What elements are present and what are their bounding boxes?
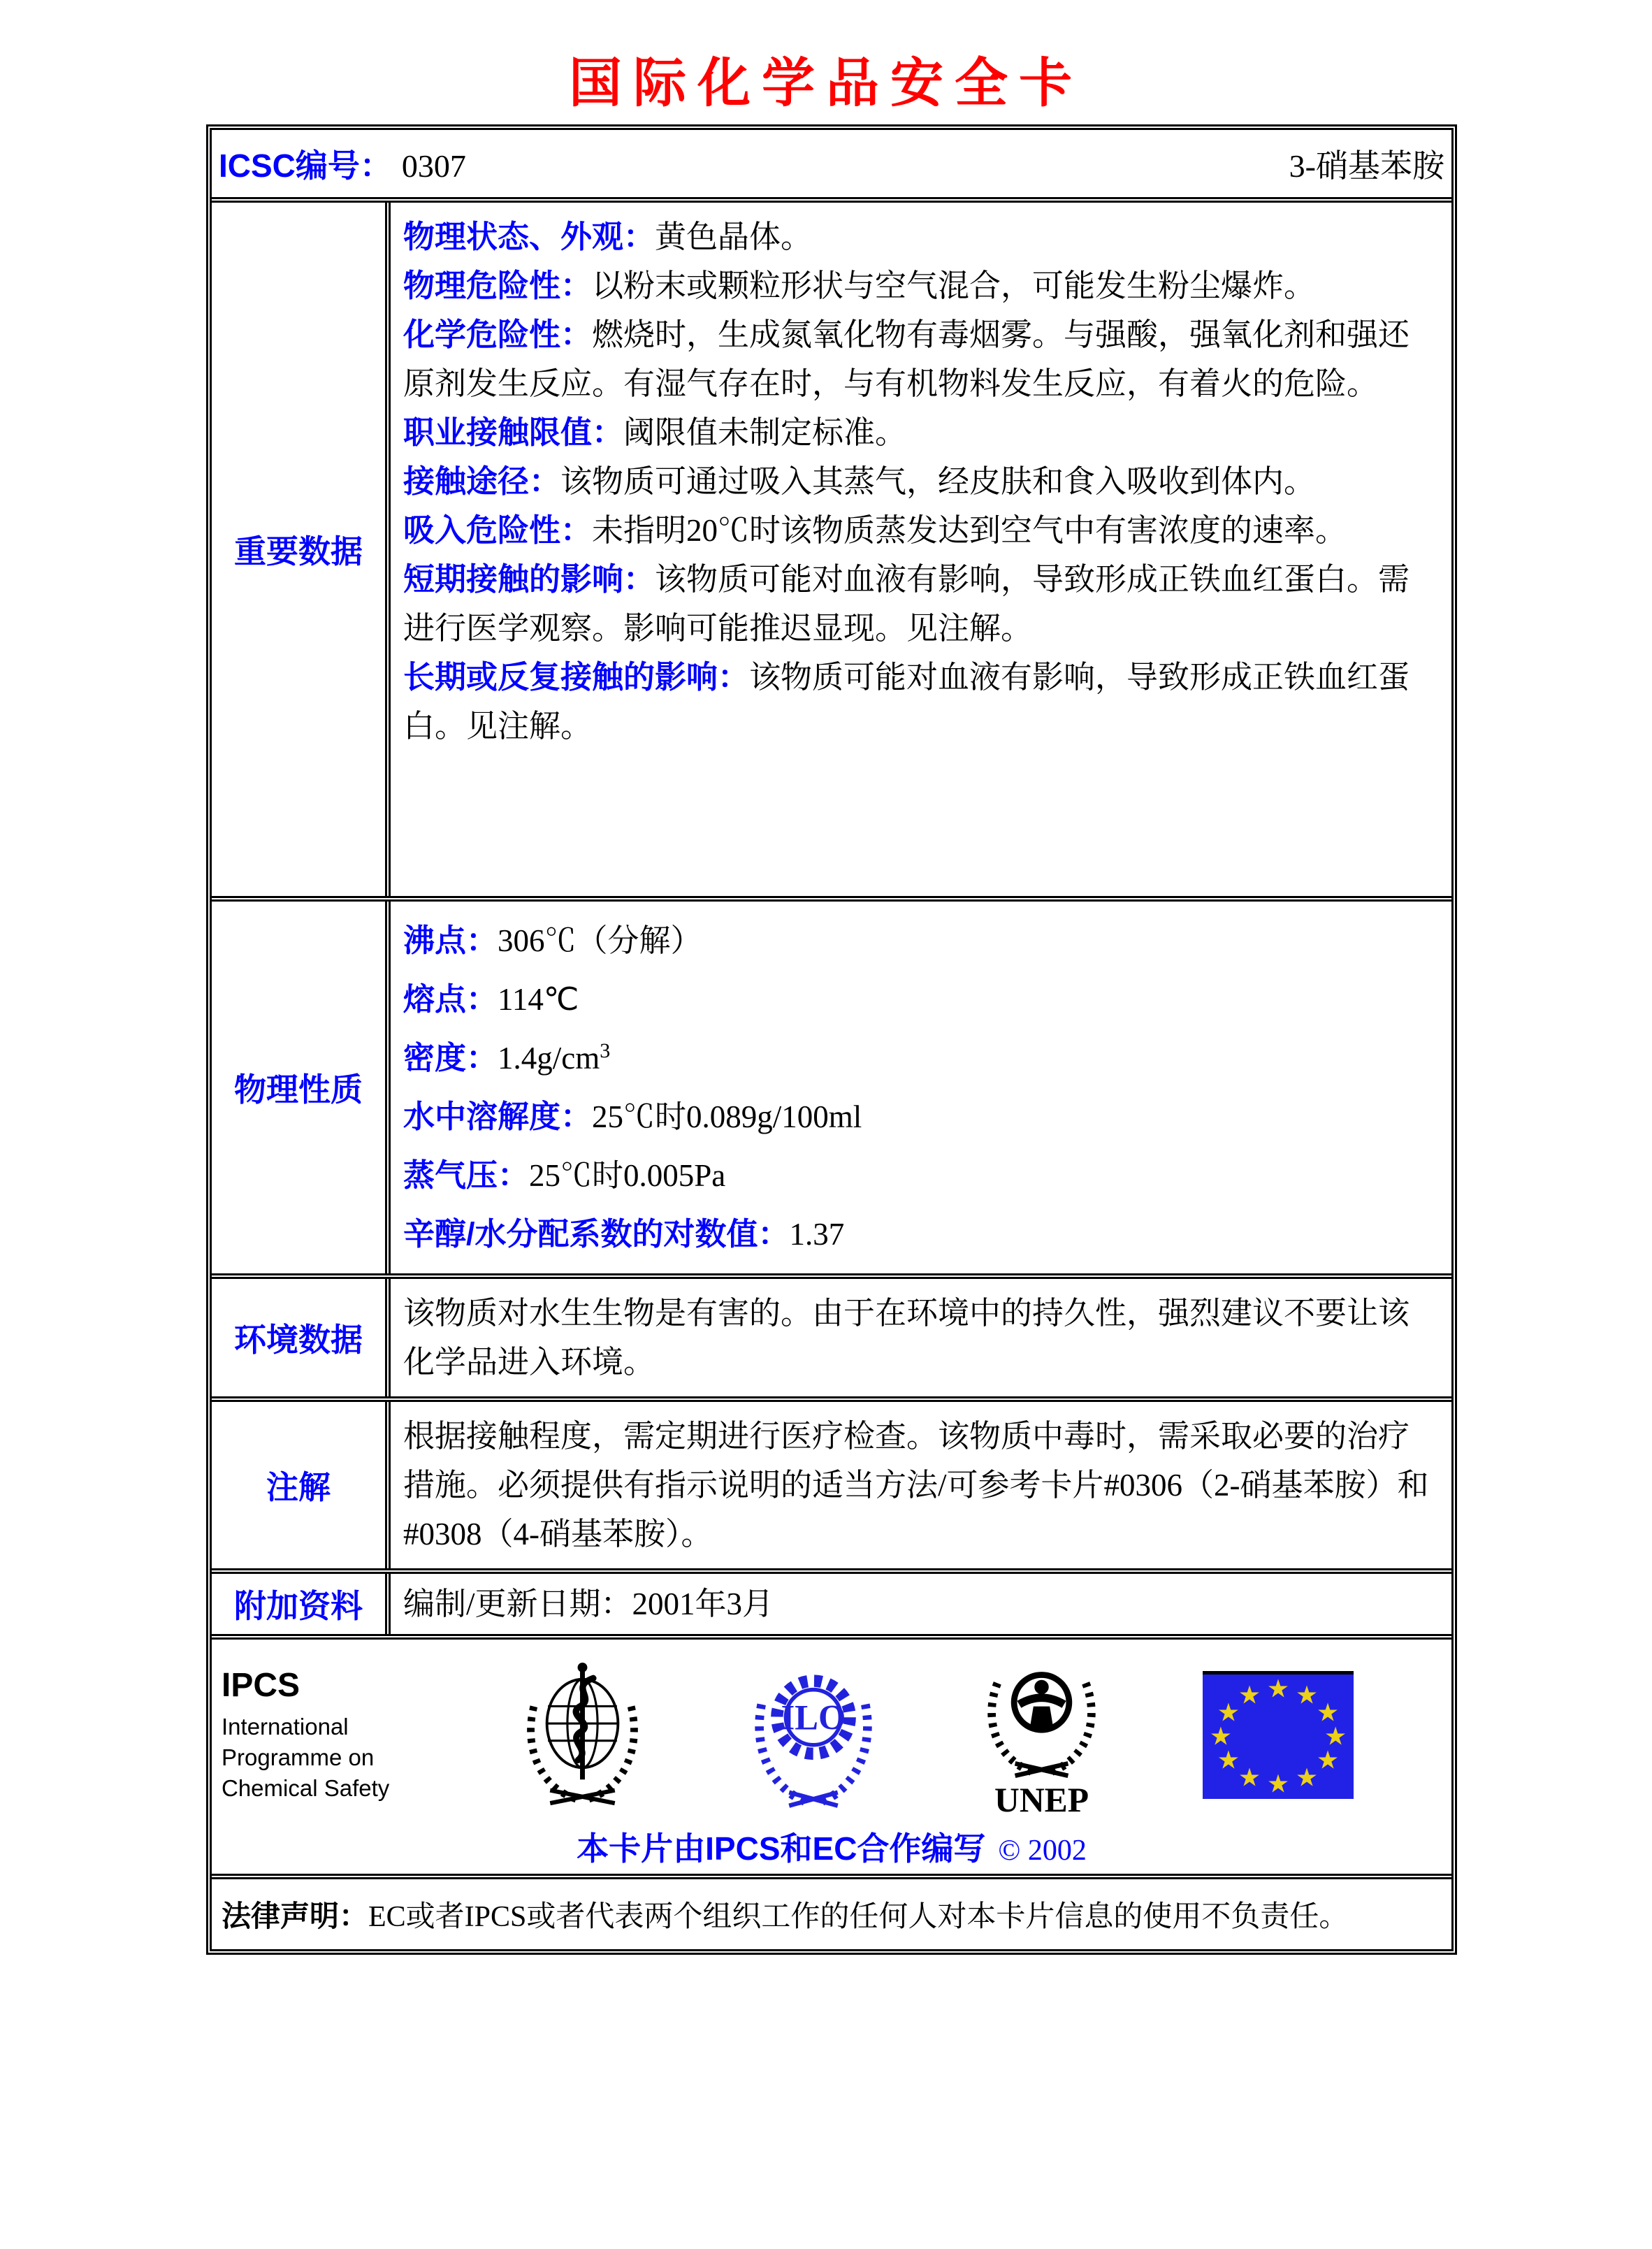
important-item: 吸入危险性：未指明20℃时该物质蒸发达到空气中有害浓度的速率。	[403, 512, 1347, 548]
legal-row	[212, 1879, 1451, 1949]
section-title-environmental-data: 环境数据	[212, 1279, 391, 1396]
environmental-data-content: 该物质对水生生物是有害的。由于在环境中的持久性，强烈建议不要让该化学品进入环境。	[403, 1296, 1410, 1380]
page-title: 国际化学品安全卡	[569, 54, 1083, 113]
section-row-important-data	[212, 203, 1451, 902]
physical-item: 辛醇/水分配系数的对数值：1.37	[403, 1216, 845, 1252]
important-item: 长期或反复接触的影响：该物质可能对血液有影响，导致形成正铁血红蛋白。见注解。	[403, 659, 1410, 744]
logo-strip	[212, 1649, 1451, 1821]
eu-star-icon	[1296, 1682, 1318, 1710]
credit-line	[212, 1823, 1451, 1870]
icsc-number-group	[219, 140, 466, 187]
eu-star-icon	[1267, 1675, 1289, 1704]
physical-item: 蒸气压：25℃时0.005Pa	[403, 1157, 726, 1193]
section-title-additional-info: 附加资料	[212, 1574, 391, 1634]
eu-star-icon	[1238, 1763, 1261, 1792]
section-title-physical-properties: 物理性质	[212, 902, 391, 1273]
important-item: 短期接触的影响：该物质可能对血液有影响，导致形成正铁血红蛋白。需进行医学观察。影响可能推迟显现。见注解。	[403, 561, 1410, 646]
section-row-notes	[212, 1402, 1451, 1574]
ilo-logo-icon	[747, 1660, 880, 1810]
header-row	[212, 130, 1451, 203]
chemical-name: 3-硝基苯胺	[1289, 148, 1444, 184]
section-title-notes: 注解	[212, 1402, 391, 1568]
physical-properties-content	[391, 902, 1451, 1273]
important-item: 物理危险性：以粉末或颗粒形状与空气混合，可能发生粉尘爆炸。	[403, 268, 1316, 303]
legal-label: 法律声明：	[222, 1900, 369, 1932]
safety-card-table	[206, 124, 1457, 1955]
eu-flag-icon	[1203, 1671, 1354, 1799]
notes-content: 根据接触程度，需定期进行医疗检查。该物质中毒时，需采取必要的治疗措施。必须提供有指示说明的适当方法/可参考卡片#0306（2-硝基苯胺）和#0308（4-硝基苯胺）。	[403, 1419, 1429, 1552]
section-row-additional-info	[212, 1574, 1451, 1640]
section-row-environmental-data	[212, 1279, 1451, 1402]
eu-star-icon	[1238, 1682, 1261, 1710]
important-item: 职业接触限值：阈限值未制定标准。	[403, 414, 907, 450]
credit-text: 本卡片由IPCS和EC合作编写	[577, 1830, 986, 1867]
physical-item: 熔点：114℃	[403, 981, 579, 1017]
who-logo-icon	[518, 1658, 647, 1812]
svg-text:UNEP: UNEP	[994, 1780, 1089, 1819]
eu-star-icon	[1317, 1746, 1339, 1774]
important-data-content	[391, 203, 1451, 896]
important-item: 化学危险性：燃烧时，生成氮氧化物有毒烟雾。与强酸，强氧化剂和强还原剂发生反应。有湿气存在时，与有机物料发生反应，有着火的危险。	[403, 317, 1410, 401]
important-item: 接触途径：该物质可通过吸入其蒸气，经皮肤和食入吸收到体内。	[403, 463, 1316, 499]
physical-item: 沸点：306℃（分解）	[403, 923, 702, 958]
ipcs-line: Chemical Safety	[222, 1775, 390, 1801]
section-title-important-data: 重要数据	[212, 203, 391, 896]
section-row-physical-properties	[212, 902, 1451, 1279]
important-item: 物理状态、外观：黄色晶体。	[403, 219, 813, 254]
credit-year: © 2002	[998, 1835, 1087, 1867]
svg-text:ILO: ILO	[781, 1698, 846, 1737]
eu-star-icon	[1317, 1699, 1339, 1728]
ipcs-text-block	[222, 1666, 417, 1804]
eu-star-icon	[1296, 1763, 1318, 1792]
physical-item: 密度：$1.4g/cm^3$	[403, 1039, 611, 1076]
icsc-number-label: ICSC编号：	[219, 147, 392, 184]
ipcs-line: Programme on	[222, 1744, 375, 1770]
icsc-number-value: 0307	[401, 148, 466, 184]
ipcs-name: IPCS	[222, 1667, 300, 1704]
physical-item: 水中溶解度：25℃时0.089g/100ml	[403, 1099, 862, 1134]
legal-text: EC或者IPCS或者代表两个组织工作的任何人对本卡片信息的使用不负责任。	[368, 1901, 1349, 1933]
additional-info-content: 编制/更新日期：2001年3月	[403, 1586, 774, 1621]
eu-star-icon	[1267, 1770, 1289, 1798]
eu-star-icon	[1217, 1699, 1240, 1728]
logos-row	[212, 1640, 1451, 1879]
unep-logo-icon	[980, 1649, 1103, 1821]
ipcs-line: International	[222, 1714, 349, 1740]
